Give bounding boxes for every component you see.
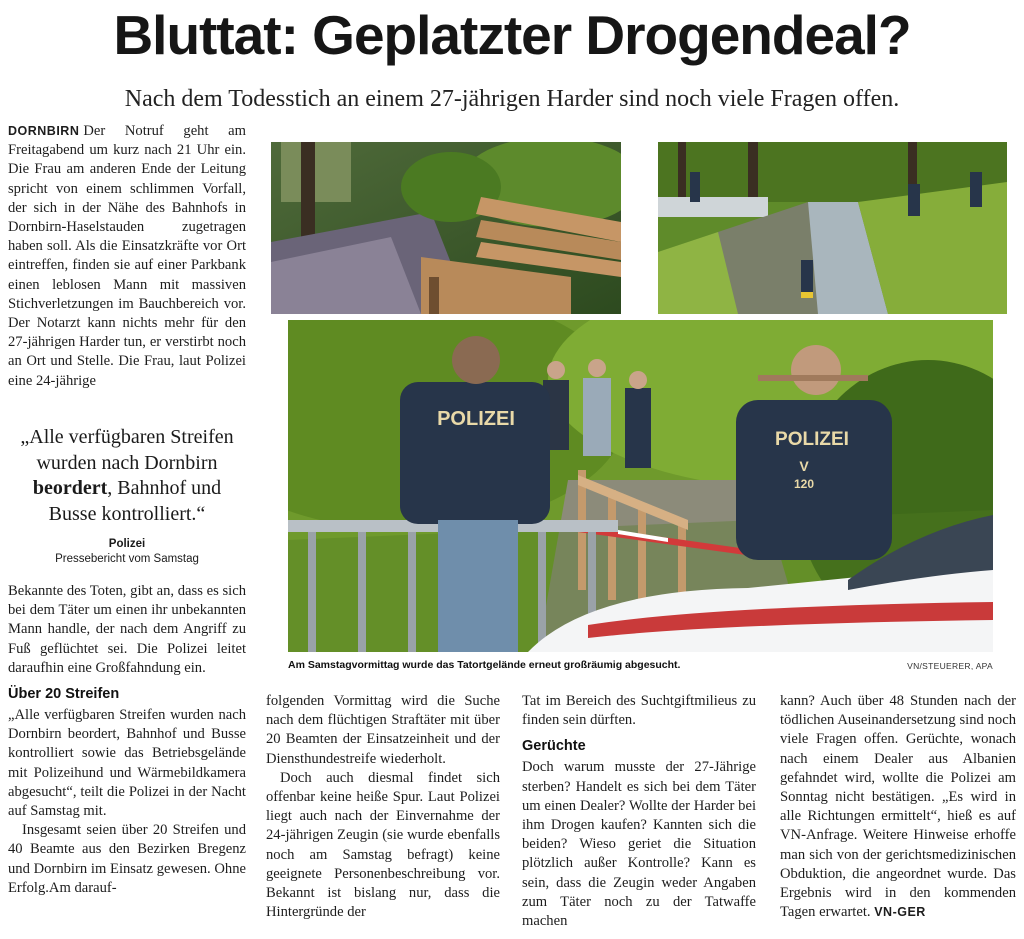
quote-close: , Bahnhof und Busse kontrolliert.“ — [48, 477, 222, 525]
badge-code-line2: 120 — [793, 477, 815, 491]
pull-quote — [8, 425, 246, 567]
quote-text — [8, 425, 246, 527]
col2-paragraph-1: folgenden Vormittag wird die Suche nach dem flüchtigen Straftäter mit über 20 Beamten der Einsatzeinheit und der Diensthundestreife wiederholt. — [266, 693, 500, 767]
col3-paragraph-2: Doch warum musste der 27-Jährige sterben? Handelt es sich bei dem Täter um einen Dealer? Wollte der Harder bei ihm Drogen kaufen? Kannten sich die beiden? Wieso geriet die Situation plötzlich außer Kontrolle? Kann es sein, dass die Zeugin weder Angaben zum Täter noch zu der Tatwaffe machen — [522, 759, 756, 930]
col4-text: kann? Auch über 48 Stunden nach der tödlichen Auseinandersetzung sind noch viele Fragen offen. Gerüchte, wonach nach einem Dealer aus Albanien gefahndet wird, wollte die Polizei am Sonntag nicht bestätigen. „Es wird in alle Richtungen ermittelt“, hieß es auf VN-Anfrage. Weitere Hinweise erhoffe man sich von der gerichtsmedizinischen Obduktion, die angeordnet wurde. Das Ergebnis wird in den kommenden Tagen erwartet. — [780, 693, 1016, 921]
lead-paragraph — [8, 122, 246, 391]
photo-caption — [288, 658, 993, 672]
headline: Bluttat: Geplatzter Drogendeal? — [113, 4, 911, 66]
col1-continued: Bekannte des Toten, gibt an, dass es sich bei dem Täter um einen ihr unbekannten Mann handle, der nach dem Angriff zu Fuß geflüchtet sei. Die Polizei leitet daraufhin eine Großfahndung ein. — [8, 583, 246, 676]
quote-bold: beordert — [32, 477, 108, 499]
photo-credit: VN/STEUERER, APA — [907, 661, 993, 671]
section1-paragraph-2: Insgesamt seien über 20 Streifen und 40 Beamte aus den Bezirken Bregenz und Dornbirn im Einsatz gewesen. Ohne Erfolg.Am darauf- — [8, 822, 246, 896]
column-1-top — [8, 122, 246, 391]
badge-left: POLIZEI — [437, 408, 515, 430]
quote-author: Polizei — [108, 538, 146, 550]
badge-code-line1: V — [799, 458, 809, 474]
badge-right: POLIZEI — [775, 429, 849, 450]
author-signature: VN-GER — [874, 905, 926, 920]
caption-text: Am Samstagvormittag wurde das Tatortgelände erneut großräumig abgesucht. — [288, 659, 681, 671]
photo-creek-search — [658, 142, 1007, 314]
column-4 — [780, 692, 1016, 922]
lead-text: Der Notruf geht am Freitagabend um kurz nach 21 Uhr ein. Die Frau am anderen Ende der Leitung spricht von einem schlimmen Vorfall, der sich in der Nähe des Bahnhofs in Dornbirn-Haselstauden zugetragen haben soll. Als die Einsatzkräfte vor Ort eintreffen, finden sie auf einer Parkbank einen leblosen Mann mit massiven Stichverletzungen im Bauchbereich vor. Der Notarzt kann nichts mehr für den 27-jährigen Harder tun, er verstirbt noch an Ort und Stelle. Die Frau, laut Polizei eine 24-jährige — [8, 123, 246, 389]
quote-source: Pressebericht vom Samstag — [55, 553, 199, 565]
park-bench-illustration — [271, 142, 621, 314]
column-1-bottom — [8, 582, 246, 898]
photo-park-bench — [271, 142, 621, 314]
dateline: DORNBIRN — [8, 124, 80, 138]
quote-open: „Alle verfügbaren Streifen wurden nach Dornbirn — [20, 426, 234, 474]
col3-paragraph-1: Tat im Bereich des Suchtgiftmilieus zu finden sein dürften. — [522, 693, 756, 729]
col4-paragraph-1 — [780, 692, 1016, 922]
column-3 — [522, 692, 756, 931]
photo-police-scene — [288, 320, 993, 652]
column-2 — [266, 692, 500, 922]
section-title-geruechte: Gerüchte — [522, 738, 586, 755]
subheadline: Nach dem Todesstich an einem 27-jährigen Harder sind noch viele Fragen offen. — [124, 86, 900, 112]
section-title-streifen: Über 20 Streifen — [8, 686, 120, 703]
police-scene-illustration — [288, 320, 993, 652]
col2-paragraph-2: Doch auch diesmal findet sich offenbar keine heiße Spur. Laut Polizei liegt auch nach der Einvernahme der 24-jährigen Zeugin (sie wurde ebenfalls noch am Samstag befragt) keine geeignete Personenbeschreibung vor. Bekannt ist bislang nur, dass die Hintergründe der — [266, 769, 500, 921]
creek-search-illustration — [658, 142, 1007, 314]
section1-paragraph-1: „Alle verfügbaren Streifen wurden nach Dornbirn beordert, Bahnhof und Busse kontrolliert sowie das Betriebsgelände mit Polizeihund und Wärmebildkamera abgesucht“, teilt die Polizei in der Nacht auf Samstag mit. — [8, 707, 246, 820]
